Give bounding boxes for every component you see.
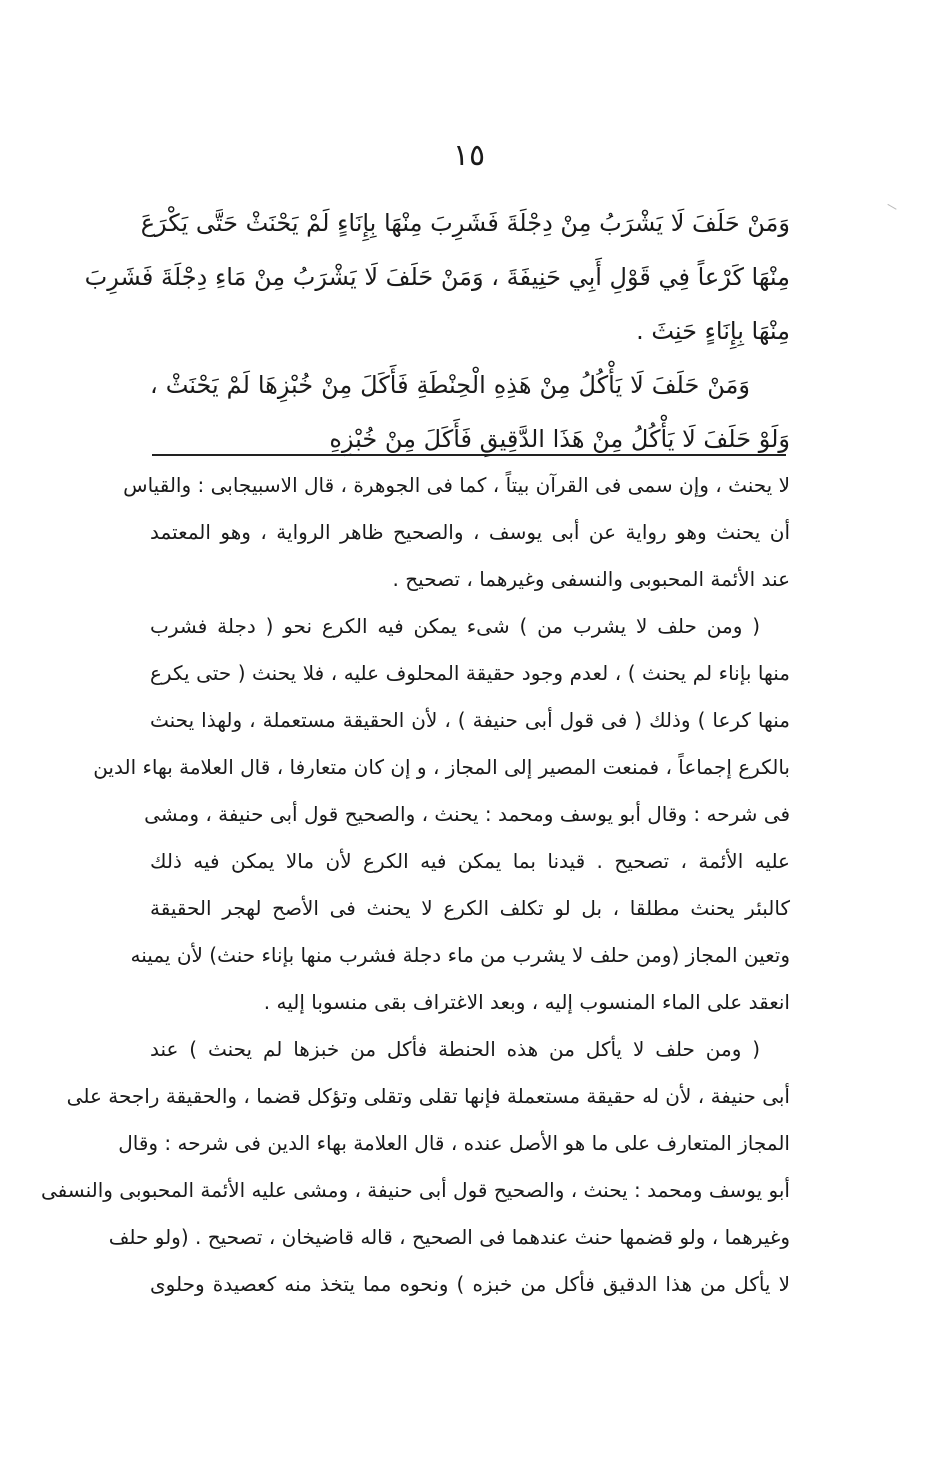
commentary-line: أبو يوسف ومحمد : يحنث ، والصحيح قول أبى حنيفة ، ومشى عليه الأئمة المحبوبى والنسفى (40, 1178, 790, 1202)
main-text-line: وَلَوْ حَلَفَ لَا يَأْكُلُ مِنْ هَذَا الدَّقِيقِ فَأَكَلَ مِنْ خُبْزِهِ (329, 425, 790, 453)
commentary-line: عليه الأئمة ، تصحيح . قيدنا بما يمكن فيه الكرع لأن مالا يمكن فيه ذلك (150, 849, 790, 873)
commentary-line: بالكرع إجماعاً ، فمنعت المصير إلى المجاز ، و إن كان متعارفا ، قال العلامة بهاء الدين (93, 755, 790, 779)
commentary-line: أبى حنيفة ، لأن له حقيقة مستعملة فإنها تقلى وتقلى وتؤكل قضما ، والحقيقة راجحة على (66, 1084, 790, 1108)
main-text-line: مِنْهَا كَرْعاً فِي قَوْلِ أَبِي حَنِيفَةَ ، وَمَنْ حَلَفَ لَا يَشْرَبُ مِنْ مَاءِ دِجْلَةَ فَشَرِبَ (84, 263, 790, 291)
commentary-line: عند الأئمة المحبوبى والنسفى وغيرهما ، تصحيح . (392, 567, 790, 591)
page-number: ١٥ (452, 138, 486, 173)
commentary-line: فى شرحه : وقال أبو يوسف ومحمد : يحنث ، والصحيح قول أبى حنيفة ، ومشى (144, 802, 790, 826)
main-text-line: وَمَنْ حَلَفَ لَا يَأْكُلُ مِنْ هَذِهِ الْحِنْطَةِ فَأَكَلَ مِنْ خُبْزِهَا لَمْ يَحْنَثْ ، (150, 371, 750, 399)
commentary-line: لا يأكل من هذا الدقيق فأكل من خبزه ) ونحوه مما يتخذ منه كعصيدة وحلوى (150, 1272, 790, 1296)
commentary-text (40, 462, 790, 1308)
margin-mark (885, 204, 896, 213)
commentary-line: ( ومن حلف لا يأكل من هذه الحنطة فأكل من خبزها لم يحنث ) عند (150, 1037, 760, 1061)
commentary-line: وغيرهما ، ولو قضمها حنث عندهما فى الصحيح ، قاله قاضيخان ، تصحيح . (ولو حلف (108, 1225, 790, 1249)
main-text (84, 196, 790, 466)
commentary-line: أن يحنث وهو رواية عن أبى يوسف ، والصحيح ظاهر الرواية ، وهو المعتمد (150, 520, 790, 544)
main-text-line: مِنْهَا بِإِنَاءٍ حَنِثَ . (636, 317, 790, 345)
commentary-line: منها كرعا ) وذلك ( فى قول أبى حنيفة ) ، لأن الحقيقة مستعملة ، ولهذا يحنث (150, 708, 790, 732)
commentary-line: المجاز المتعارف على ما هو الأصل عنده ، قال العلامة بهاء الدين فى شرحه : وقال (118, 1131, 790, 1155)
commentary-line: كالبئر يحنث مطلقا ، بل لو تكلف الكرع لا يحنث فى الأصح لهجر الحقيقة (150, 896, 790, 920)
commentary-line: منها بإناء لم يحنث ) ، لعدم وجود حقيقة المحلوف عليه ، فلا يحنث ( حتى يكرع (150, 661, 790, 685)
commentary-line: وتعين المجاز (ومن حلف لا يشرب من ماء دجلة فشرب منها بإناء حنث) لأن يمينه (130, 943, 790, 967)
commentary-line: ( ومن حلف لا يشرب من ) شىء يمكن فيه الكرع نحو ( دجلة فشرب (150, 614, 760, 638)
main-text-line: وَمَنْ حَلَفَ لَا يَشْرَبُ مِنْ دِجْلَةَ فَشَرِبَ مِنْهَا بِإِنَاءٍ لَمْ يَحْنَثْ حَتَّى يَكْرَعَ (140, 209, 790, 237)
commentary-line: انعقد على الماء المنسوب إليه ، وبعد الاغتراف بقى منسوبا إليه . (263, 990, 790, 1014)
commentary-line: لا يحنث ، وإن سمى فى القرآن بيتاً ، كما فى الجوهرة ، قال الاسبيجابى : والقياس (123, 473, 790, 497)
text-divider (152, 454, 786, 456)
